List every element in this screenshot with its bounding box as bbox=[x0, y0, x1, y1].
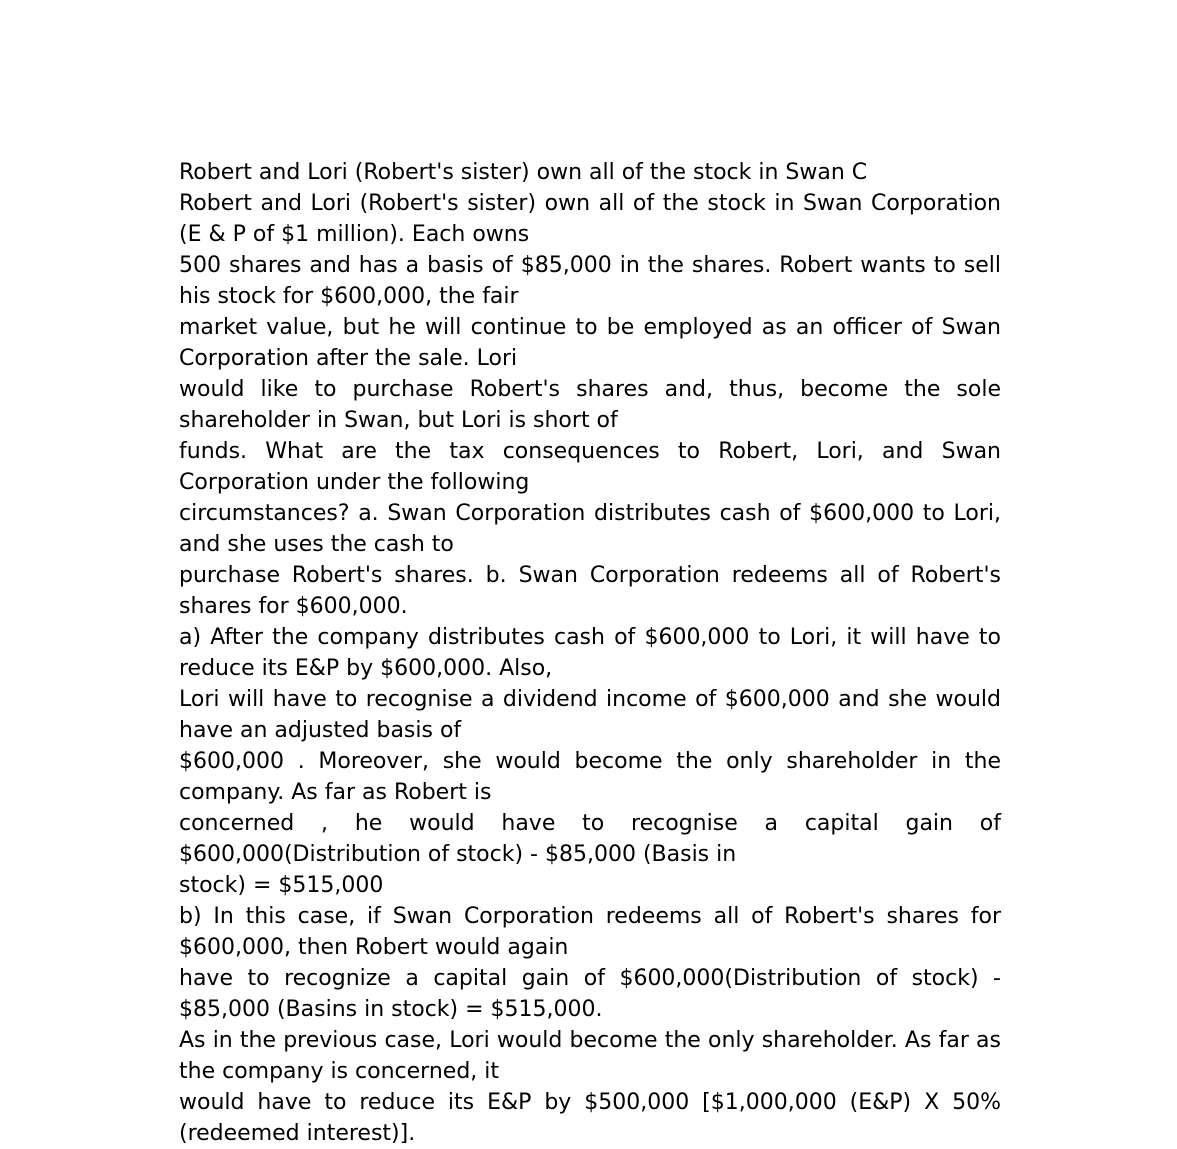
answer-a-paragraph: a) After the company distributes cash of $600,000 to Lori, it will have to reduce its E&P by $600,000. Also, bbox=[179, 625, 1001, 681]
paragraph: purchase Robert's shares. b. Swan Corporation redeems all of Robert's shares for $600,000. bbox=[179, 563, 1001, 619]
paragraph: funds. What are the tax consequences to Robert, Lori, and Swan Corporation under the following bbox=[179, 439, 1001, 495]
document-body bbox=[179, 157, 1001, 1149]
paragraph: 500 shares and has a basis of $85,000 in the shares. Robert wants to sell his stock for $600,000, the fair bbox=[179, 253, 1001, 309]
question-heading: Robert and Lori (Robert's sister) own all of the stock in Swan C bbox=[179, 160, 868, 185]
paragraph: stock) = $515,000 bbox=[179, 873, 384, 898]
paragraph: have to recognize a capital gain of $600,000(Distribution of stock) - $85,000 (Basins in stock) = $515,000. bbox=[179, 966, 1001, 1022]
paragraph: As in the previous case, Lori would become the only shareholder. As far as the company is concerned, it bbox=[179, 1028, 1001, 1084]
paragraph: Lori will have to recognise a dividend income of $600,000 and she would have an adjusted basis of bbox=[179, 687, 1001, 743]
paragraph: would have to reduce its E&P by $500,000 [$1,000,000 (E&P) X 50% (redeemed interest)]. bbox=[179, 1090, 1001, 1146]
paragraph: Robert and Lori (Robert's sister) own all of the stock in Swan Corporation (E & P of $1 million). Each owns bbox=[179, 191, 1001, 247]
paragraph: would like to purchase Robert's shares and, thus, become the sole shareholder in Swan, but Lori is short of bbox=[179, 377, 1001, 433]
paragraph: $600,000 . Moreover, she would become the only shareholder in the company. As far as Robert is bbox=[179, 749, 1001, 805]
paragraph: market value, but he will continue to be employed as an officer of Swan Corporation after the sale. Lori bbox=[179, 315, 1001, 371]
paragraph: circumstances? a. Swan Corporation distributes cash of $600,000 to Lori, and she uses the cash to bbox=[179, 501, 1001, 557]
answer-b-paragraph: b) In this case, if Swan Corporation redeems all of Robert's shares for $600,000, then Robert would again bbox=[179, 904, 1001, 960]
paragraph: concerned , he would have to recognise a capital gain of $600,000(Distribution of stock) - $85,000 (Basis in bbox=[179, 811, 1001, 867]
